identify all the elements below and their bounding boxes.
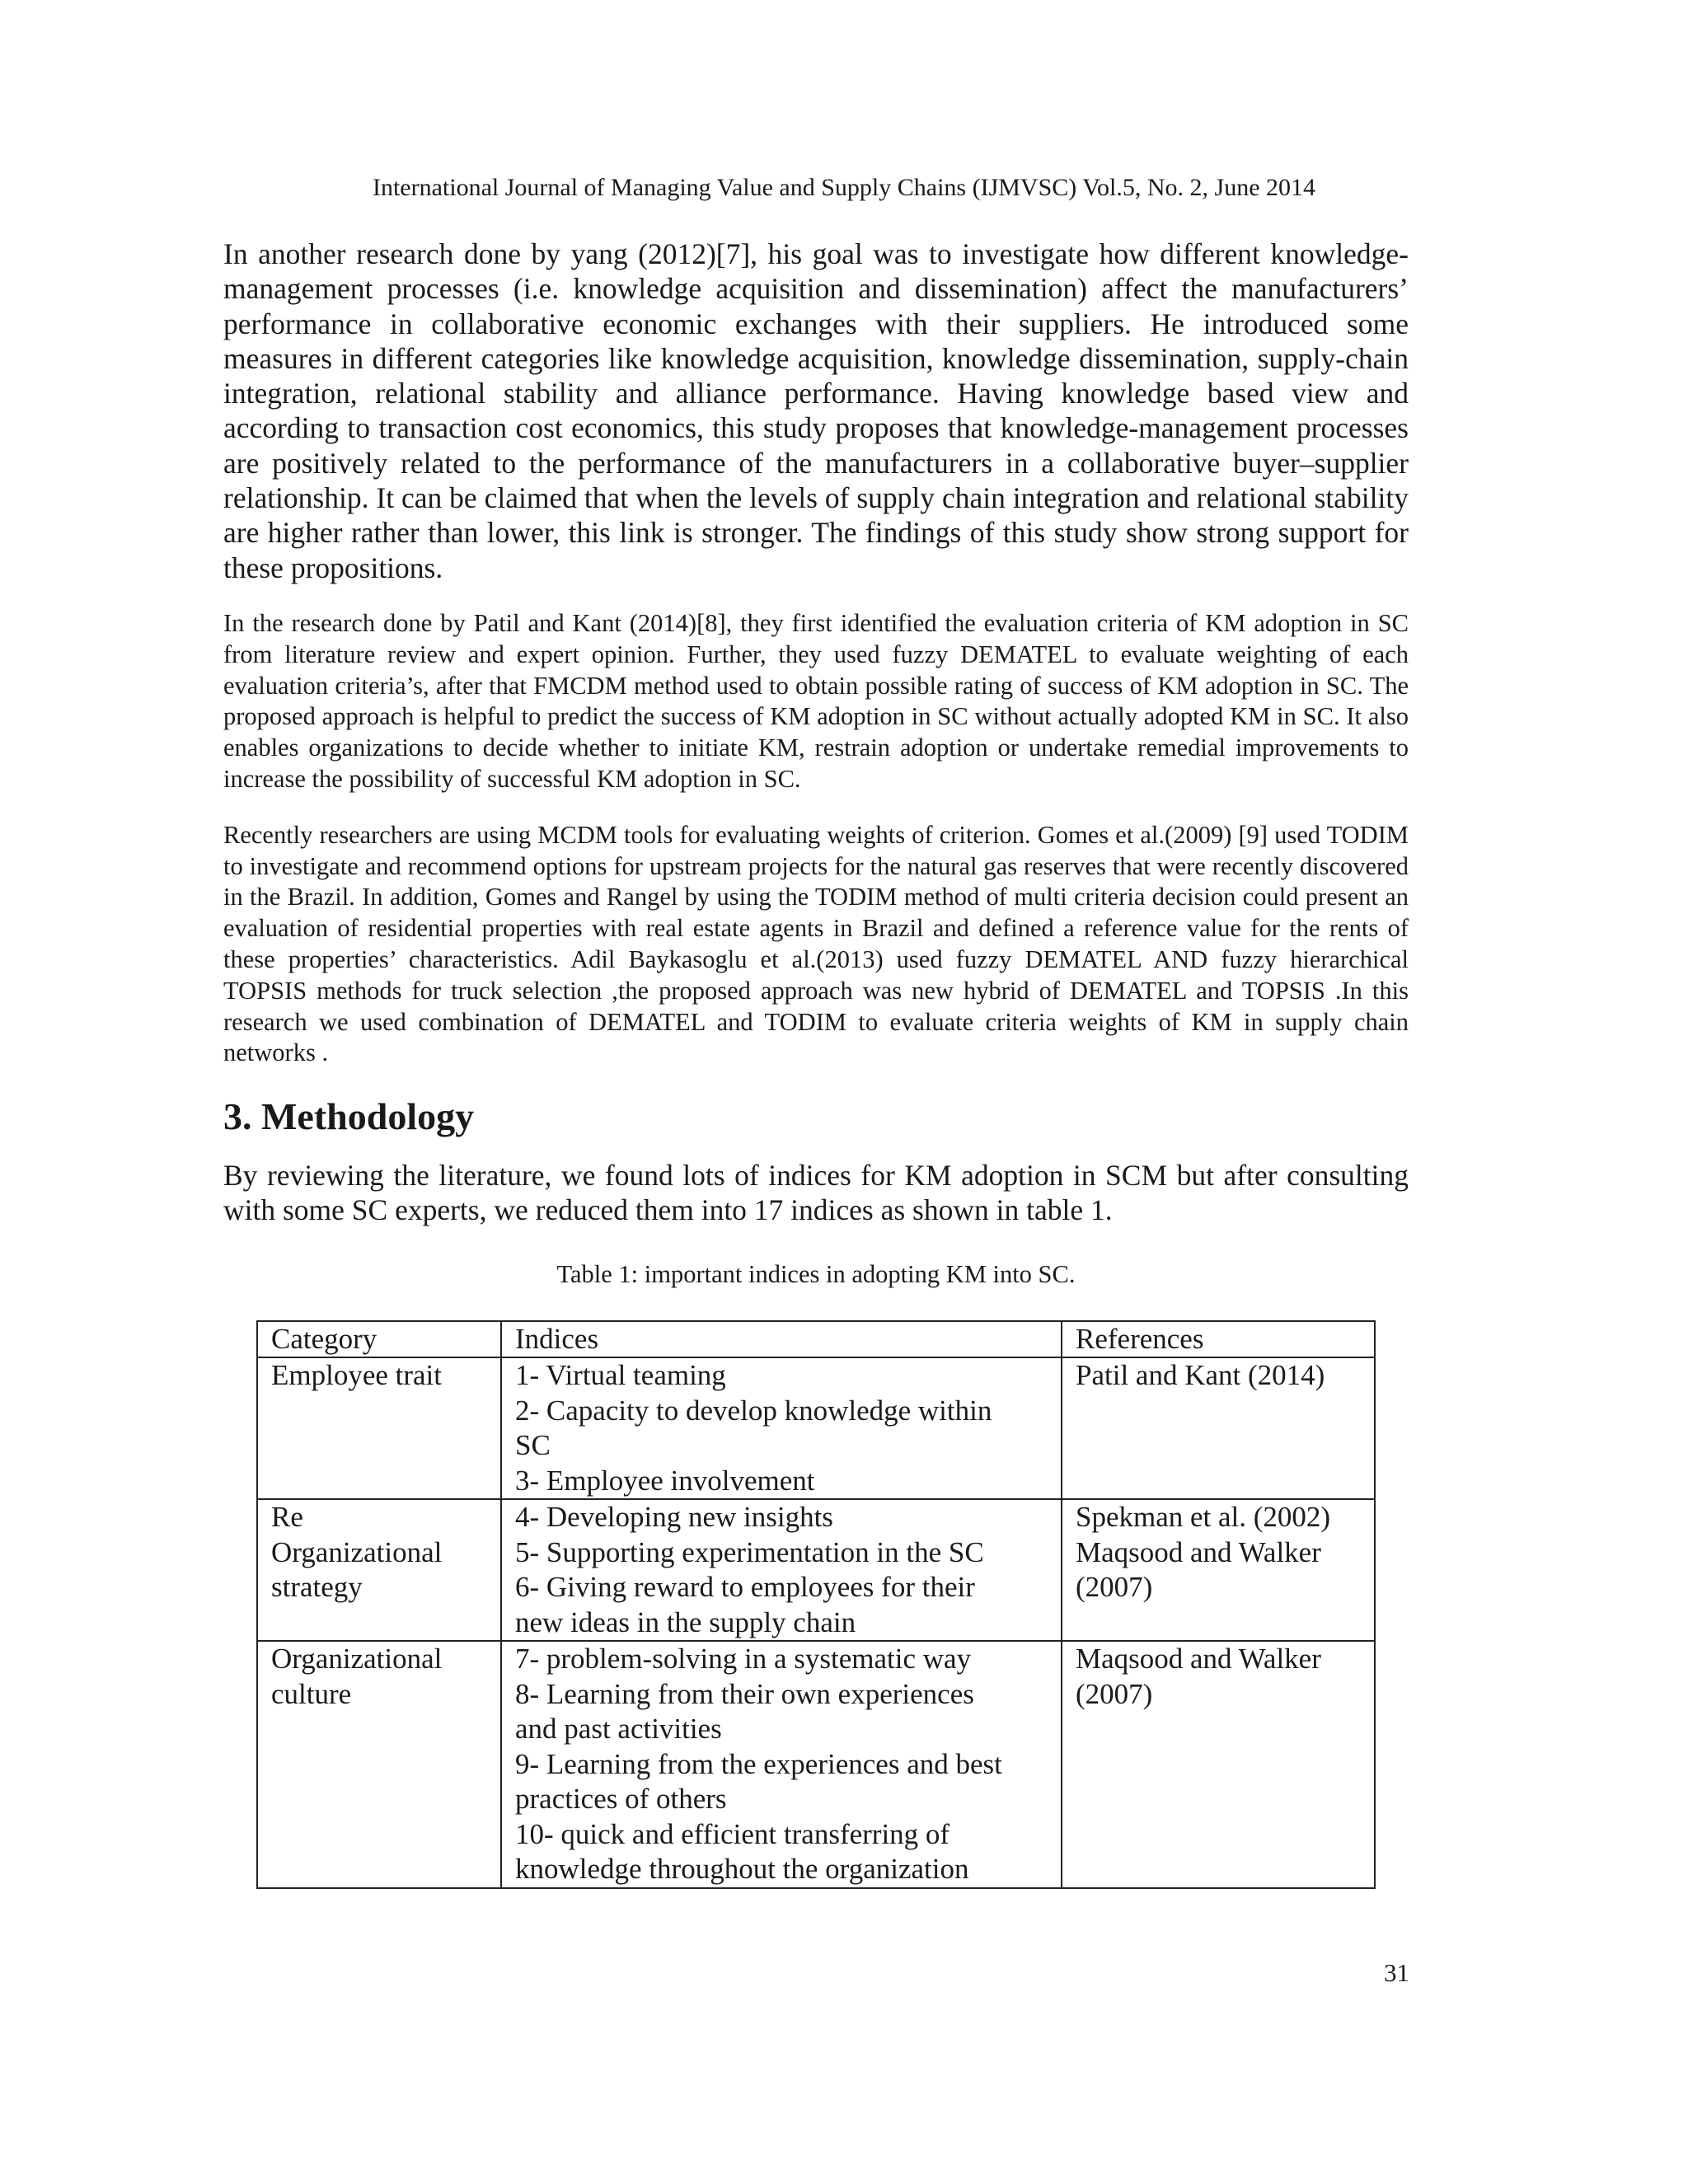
cell-line: Spekman et al. (2002) xyxy=(1076,1501,1331,1534)
cell-line: (2007) xyxy=(1076,1677,1153,1710)
cell-references xyxy=(1062,1499,1375,1641)
cell-line: Maqsood and Walker xyxy=(1076,1643,1321,1675)
paragraph-yang: In another research done by yang (2012)[7], his goal was to investigate how different knowledge-management processes (i.e. knowledge acquisition and dissemination) affect the manufacturers’ performance in collaborative economic exchanges with their suppliers. He introduced some measures in different categories like knowledge acquisition, knowledge dissemination, supply-chain integration, relational stability and alliance performance. Having knowledge based view and according to transaction cost economics, this study proposes that knowledge-management processes are positively related to the performance of the manufacturers in a collaborative buyer–supplier relationship. It can be claimed that when the levels of supply chain integration and relational stability are higher rather than lower, this link is stronger. The findings of this study show strong support for these propositions. xyxy=(223,237,1409,584)
cell-line: 8- Learning from their own experiences xyxy=(515,1677,974,1710)
cell-line: practices of others xyxy=(515,1783,727,1816)
cell-references xyxy=(1062,1641,1375,1888)
table-row xyxy=(257,1357,1375,1499)
cell-line: 4- Developing new insights xyxy=(515,1501,833,1534)
cell-line: knowledge throughout the organization xyxy=(515,1853,969,1886)
cell-indices xyxy=(501,1641,1062,1888)
cell-line: 6- Giving reward to employees for their xyxy=(515,1571,975,1604)
cell-line: Re xyxy=(271,1501,303,1534)
cell-line: 5- Supporting experimentation in the SC xyxy=(515,1535,984,1568)
table-caption: Table 1: important indices in adopting KM into SC. xyxy=(556,1259,1076,1288)
running-header: International Journal of Managing Value and Supply Chains (IJMVSC) Vol.5, No. 2, June 2014 xyxy=(372,174,1316,201)
cell-references xyxy=(1062,1357,1375,1499)
cell-line: Maqsood and Walker xyxy=(1076,1535,1321,1568)
page-number: 31 xyxy=(1384,1958,1409,1987)
cell-line: Patil and Kant (2014) xyxy=(1076,1359,1325,1392)
paragraph-mcdm-tools: Recently researchers are using MCDM tools for evaluating weights of criterion. Gomes et al.(2009) [9] used TODIM to investigate and recommend options for upstream projects for the natural gas reserves that were recently discovered in the Brazil. In addition, Gomes and Rangel by using the TODIM method of multi criteria decision could present an evaluation of residential properties with real estate agents in Brazil and defined a reference value for the rents of these properties’ characteristics. Adil Baykasoglu et al.(2013) used fuzzy DEMATEL AND fuzzy hierarchical TOPSIS methods for truck selection ,the proposed approach was new hybrid of DEMATEL and TOPSIS .In this research we used combination of DEMATEL and TODIM to evaluate criteria weights of KM in supply chain networks . xyxy=(223,820,1409,1067)
page-content xyxy=(223,237,1409,1889)
paragraph-methodology: By reviewing the literature, we found lots of indices for KM adoption in SCM but after consulting with some SC experts, we reduced them into 17 indices as shown in table 1. xyxy=(223,1159,1409,1227)
header-indices: Indices xyxy=(501,1321,1062,1358)
cell-line: 9- Learning from the experiences and best xyxy=(515,1747,1002,1780)
cell-line: Employee trait xyxy=(271,1359,443,1392)
cell-line: 10- quick and efficient transferring of xyxy=(515,1817,950,1850)
cell-indices xyxy=(501,1357,1062,1499)
cell-line: strategy xyxy=(271,1571,363,1604)
cell-category xyxy=(257,1499,501,1641)
table-header-row xyxy=(257,1321,1375,1358)
table-row xyxy=(257,1641,1375,1888)
section-heading-methodology: 3. Methodology xyxy=(223,1095,475,1138)
cell-line: SC xyxy=(515,1429,551,1462)
header-references: References xyxy=(1062,1321,1375,1358)
cell-line: (2007) xyxy=(1076,1571,1153,1604)
cell-line: 7- problem-solving in a systematic way xyxy=(515,1643,972,1675)
cell-line: 3- Employee involvement xyxy=(515,1464,815,1497)
cell-indices xyxy=(501,1499,1062,1641)
cell-line: new ideas in the supply chain xyxy=(515,1605,856,1638)
cell-line: 1- Virtual teaming xyxy=(515,1359,726,1392)
indices-table xyxy=(256,1320,1376,1889)
cell-line: Organizational xyxy=(271,1535,443,1568)
paragraph-patil-kant: In the research done by Patil and Kant (2014)[8], they first identified the evaluation criteria of KM adoption in SC from literature review and expert opinion. Further, they used fuzzy DEMATEL to evaluate weighting of each evaluation criteria’s, after that FMCDM method used to obtain possible rating of success of KM adoption in SC. The proposed approach is helpful to predict the success of KM adoption in SC without actually adopted KM in SC. It also enables organizations to decide whether to initiate KM, restrain adoption or undertake remedial improvements to increase the possibility of successful KM adoption in SC. xyxy=(223,608,1409,793)
cell-line: Organizational xyxy=(271,1643,443,1675)
header-category: Category xyxy=(257,1321,501,1358)
table-row xyxy=(257,1499,1375,1641)
cell-line: 2- Capacity to develop knowledge within xyxy=(515,1394,992,1427)
cell-line: culture xyxy=(271,1677,352,1710)
cell-category xyxy=(257,1641,501,1888)
cell-line: and past activities xyxy=(515,1713,722,1746)
cell-category xyxy=(257,1357,501,1499)
